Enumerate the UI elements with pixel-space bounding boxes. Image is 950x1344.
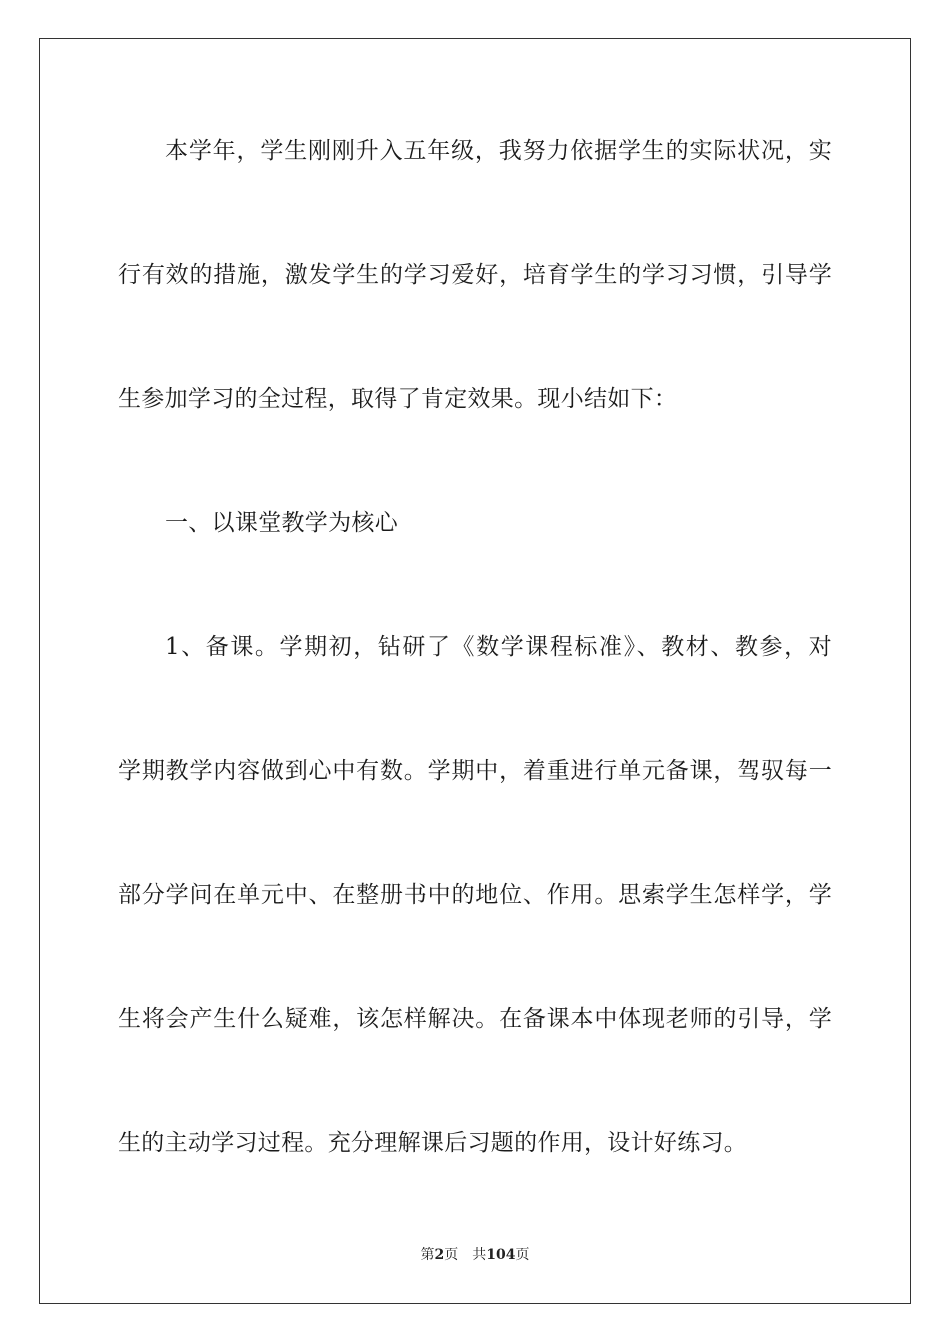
paragraph-line: 本学年，学生刚刚升入五年级，我努力依据学生的实际状况，实: [165, 138, 832, 164]
page-suffix: 页: [444, 1247, 459, 1263]
page-prefix: 第: [420, 1247, 435, 1263]
paragraph-line: 学期教学内容做到心中有数。学期中，着重进行单元备课，驾驭每一: [118, 758, 832, 784]
paragraph-line: 1、备课。学期初，钻研了《数学课程标准》、教材、教参，对: [165, 634, 832, 660]
total-suffix: 页: [515, 1247, 530, 1263]
section-heading: 一、以课堂教学为核心: [165, 510, 398, 536]
page-footer: [0, 1246, 950, 1264]
paragraph-line: 部分学问在单元中、在整册书中的地位、作用。思索学生怎样学，学: [118, 882, 832, 908]
total-pages: 104: [486, 1247, 516, 1263]
total-prefix: 共: [472, 1247, 487, 1263]
paragraph-line: 行有效的措施，激发学生的学习爱好，培育学生的学习习惯，引导学: [118, 262, 832, 288]
paragraph-line: 生的主动学习过程。充分理解课后习题的作用，设计好练习。: [118, 1130, 748, 1156]
page-number: 2: [434, 1247, 445, 1263]
page-border: [39, 38, 911, 1304]
paragraph-line: 生参加学习的全过程，取得了肯定效果。现小结如下：: [118, 386, 678, 412]
paragraph-line: 生将会产生什么疑难，该怎样解决。在备课本中体现老师的引导，学: [118, 1006, 832, 1032]
